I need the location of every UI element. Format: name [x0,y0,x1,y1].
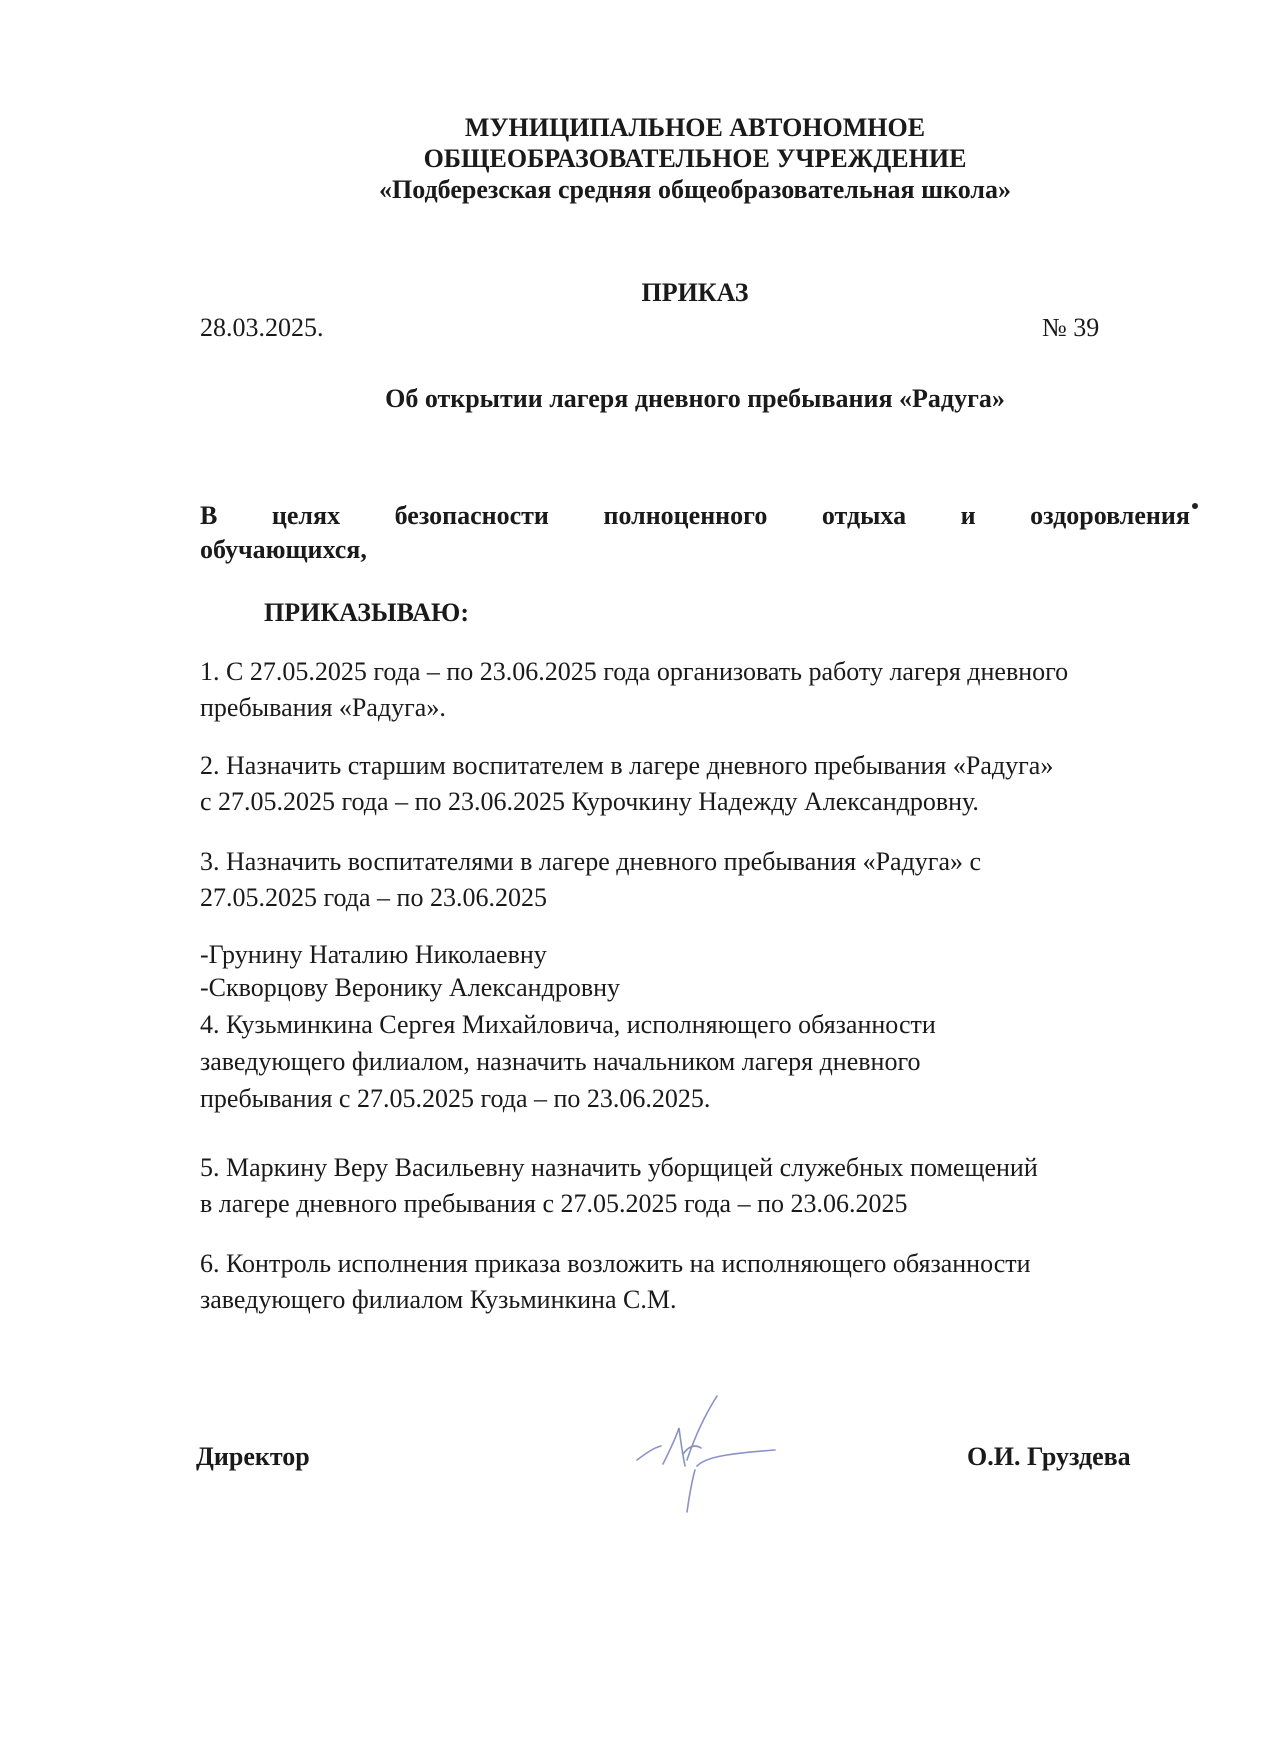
preamble-word: безопасности [394,501,549,530]
order-item-line: пребывания с 27.05.2025 года – по 23.06.2025. [200,1084,711,1113]
order-item-6 [200,1246,1200,1318]
order-item-4 [200,938,1200,1115]
document-date: 28.03.2025. [200,313,324,342]
order-keyword: ПРИКАЗЫВАЮ: [264,598,469,627]
order-item-line: заведующего филиалом, назначить начальником лагеря дневного [200,1047,921,1076]
order-item-line: в лагере дневного пребывания с 27.05.2025 года – по 23.06.2025 [200,1189,908,1218]
order-item-2 [200,748,1200,820]
document-number: № 39 [1042,313,1100,342]
order-item-line: 2. Назначить старшим воспитателем в лагере дневного пребывания «Радуга» [200,751,1054,780]
order-item-3 [200,844,1200,916]
header-line-2: ОБЩЕОБРАЗОВАТЕЛЬНОЕ УЧРЕЖДЕНИЕ [423,144,967,173]
preamble-word: полноценного [603,501,768,530]
preamble-word: отдыха [821,501,907,530]
signatory-name: О.И. Груздева [967,1442,1131,1471]
institution-header [0,112,1276,205]
preamble-word: и [960,501,976,530]
order-item-line: 27.05.2025 года – по 23.06.2025 [200,883,547,912]
order-item-line: 1. С 27.05.2025 года – по 23.06.2025 года организовать работу лагеря дневного [200,657,1069,686]
order-item-line: 4. Кузьминкина Сергея Михайловича, исполняющего обязанности [200,1010,936,1039]
order-item-line: с 27.05.2025 года – по 23.06.2025 Курочкину Надежду Александровну. [200,787,979,816]
preamble-line-2: обучающихся, [200,535,367,564]
order-item-line: 6. Контроль исполнения приказа возложить на исполняющего обязанности [200,1249,1031,1278]
header-line-1: МУНИЦИПАЛЬНОЕ АВТОНОМНОЕ [464,113,926,142]
document-title: ПРИКАЗ [641,278,749,307]
signatory-position: Директор [196,1442,310,1471]
order-item-line: пребывания «Радуга». [200,693,446,722]
preamble-line-1 [200,499,1190,533]
preamble-word: целях [271,501,341,530]
preamble-word: В [200,501,218,530]
order-item-5 [200,1150,1200,1222]
document-subject: Об открытии лагеря дневного пребывания «Радуга» [385,384,1005,413]
scan-speck [1192,503,1198,509]
order-item-line: -Грунину Наталию Николаевну [200,940,547,969]
preamble-word: оздоровления [1030,501,1190,530]
header-line-3: «Подберезская средняя общеобразовательная школа» [379,175,1011,204]
order-item-line: -Скворцову Веронику Александровну [200,973,621,1002]
order-item-line: заведующего филиалом Кузьминкина С.М. [200,1285,677,1314]
order-item-line: 5. Маркину Веру Васильевну назначить уборщицей служебных помещений [200,1153,1038,1182]
preamble [200,499,1190,567]
handwritten-signature [625,1388,785,1518]
order-item-1 [200,654,1200,726]
order-item-line: 3. Назначить воспитателями в лагере дневного пребывания «Радуга» с [200,847,982,876]
